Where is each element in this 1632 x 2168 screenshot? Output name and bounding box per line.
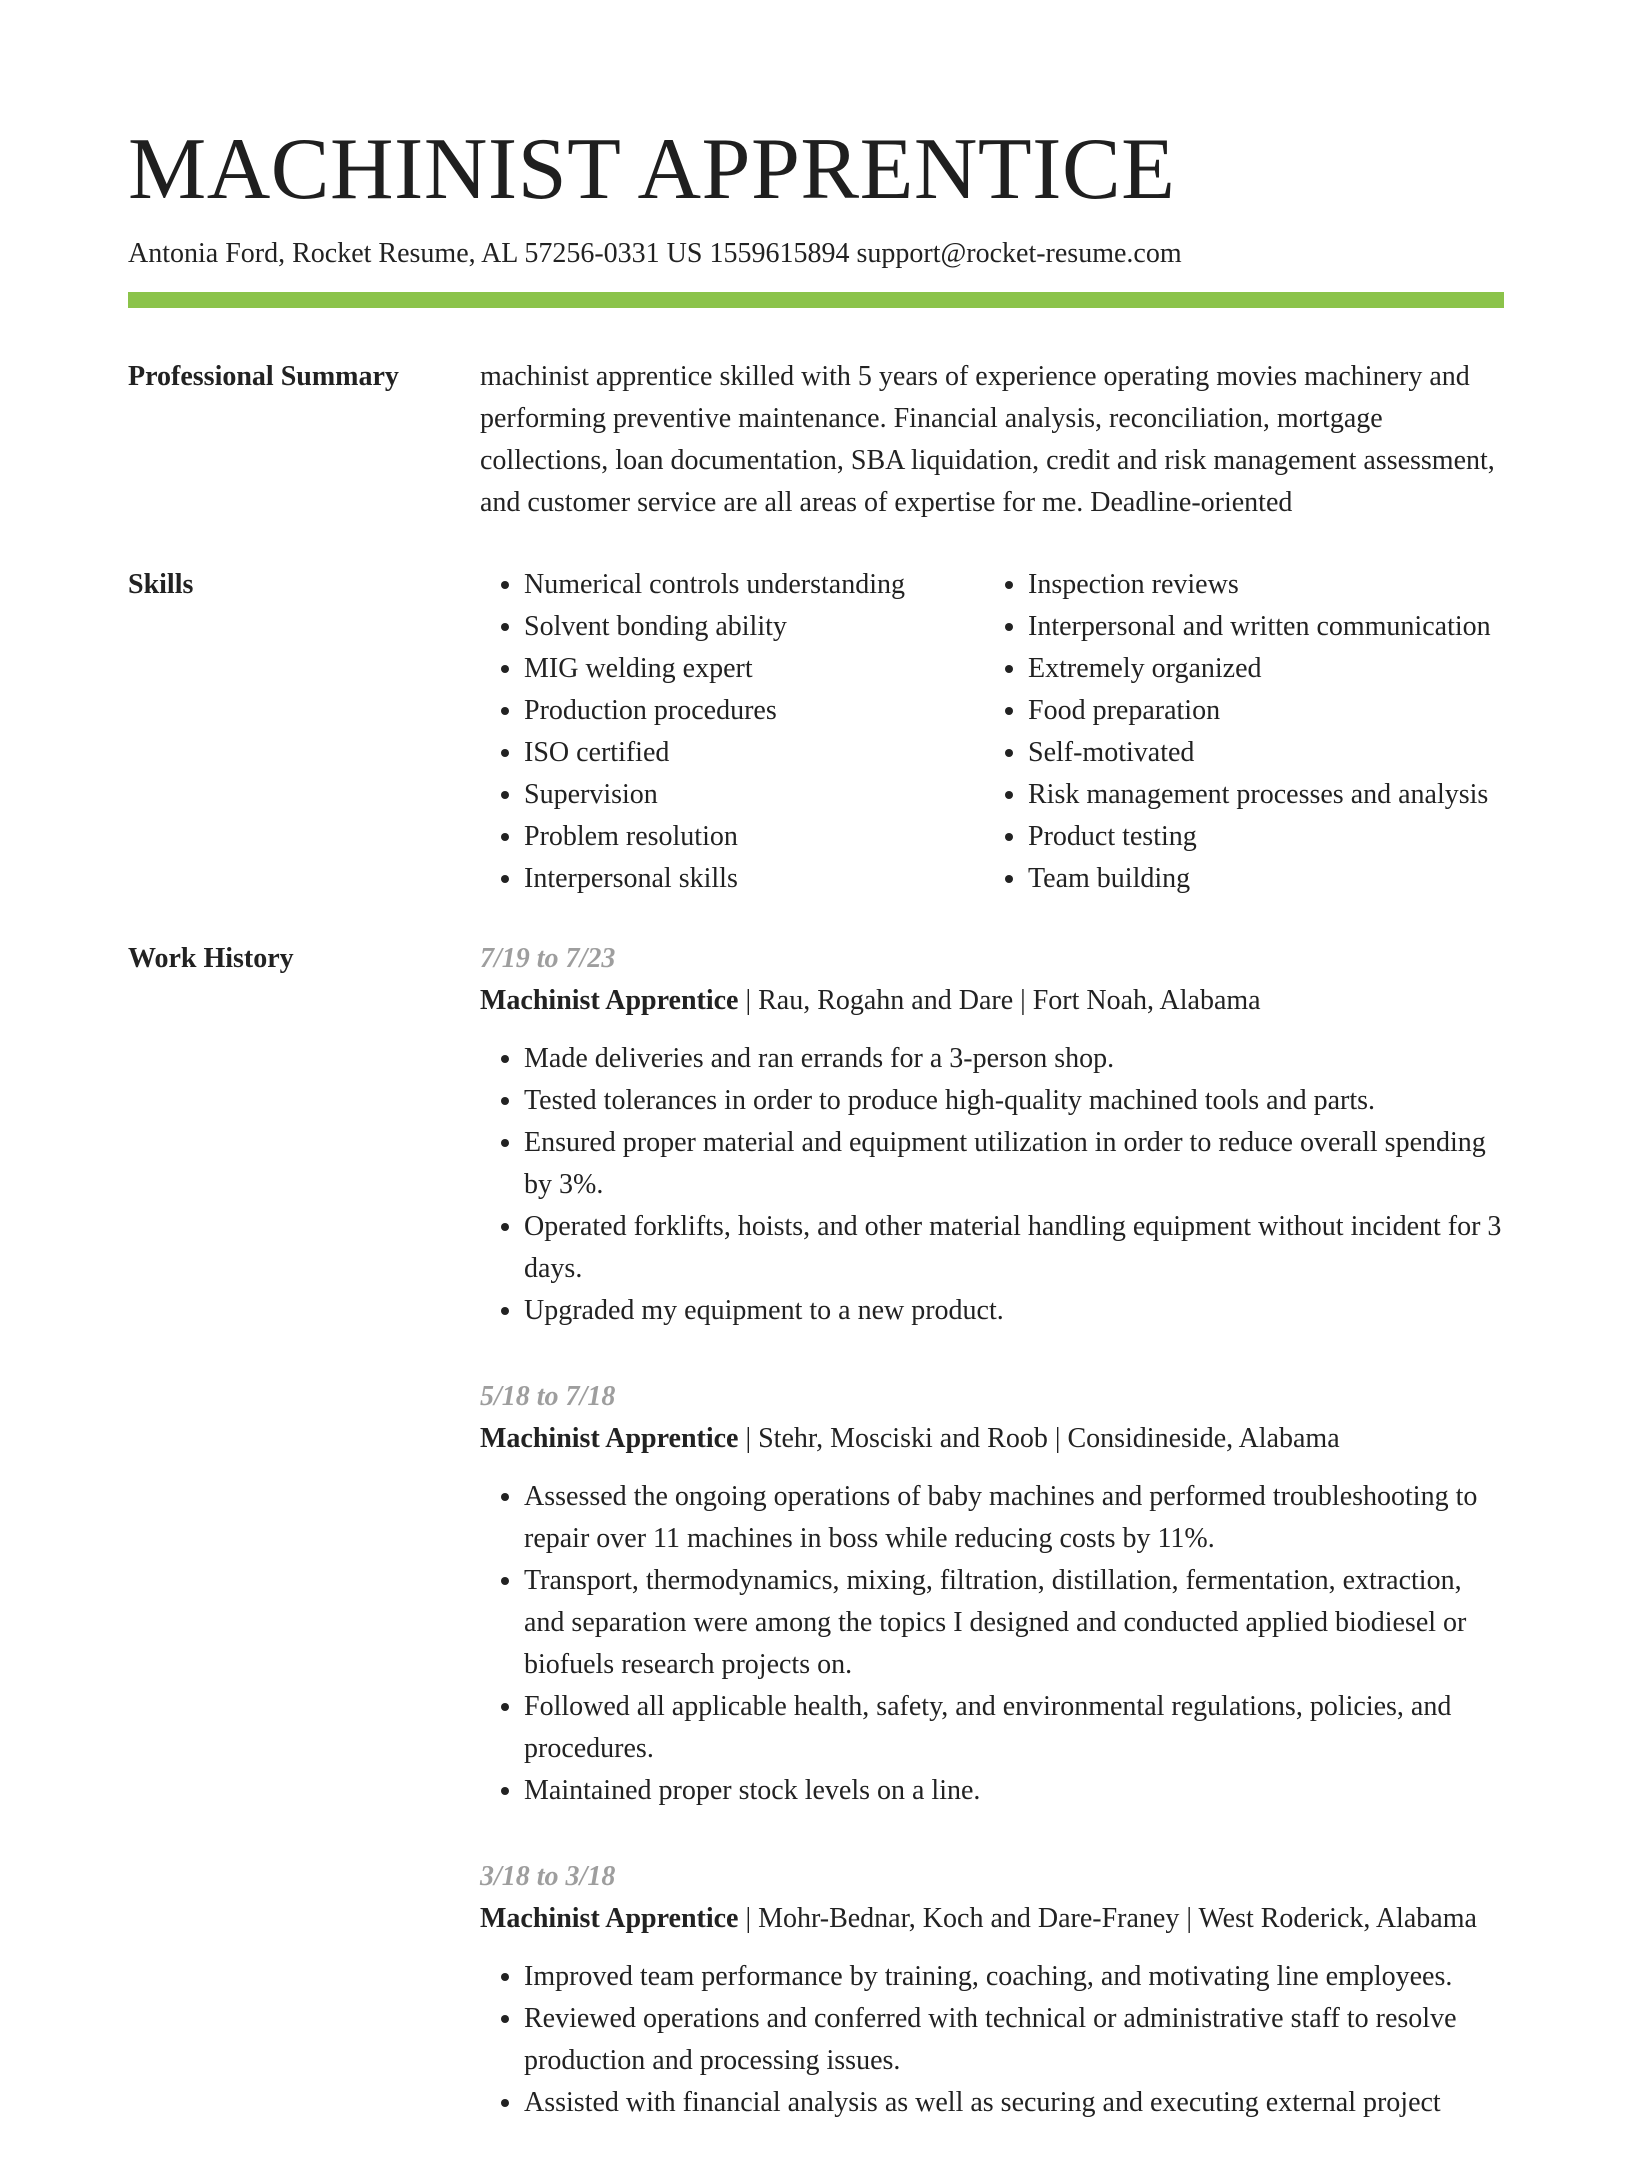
job-dates: 7/19 to 7/23 xyxy=(480,943,616,974)
skill-item: • Supervision xyxy=(524,774,984,816)
job-bullet-list xyxy=(480,1038,1504,1332)
job-bullet: • Made deliveries and ran errands for a 3-person shop. xyxy=(524,1038,1504,1080)
job-bullet: • Followed all applicable health, safety, and environmental regulations, policies, and procedures. xyxy=(524,1686,1504,1770)
job-bullet: • Operated forklifts, hoists, and other material handling equipment without incident for 3 days. xyxy=(524,1206,1504,1290)
job-bullet: • Assisted with financial analysis as well as securing and executing external project xyxy=(524,2082,1504,2124)
contact-line: Antonia Ford, Rocket Resume, AL 57256-0331 US 1559615894 support@rocket-resume.com xyxy=(128,238,1182,269)
skills-section xyxy=(128,564,1504,900)
job-employer-location: | Rau, Rogahn and Dare | Fort Noah, Alabama xyxy=(738,985,1261,1016)
job-entry xyxy=(480,1856,1504,2124)
resume-page xyxy=(128,118,1504,2168)
job-employer-location: | Stehr, Mosciski and Roob | Considineside, Alabama xyxy=(738,1423,1340,1454)
skill-item: • Interpersonal and written communication xyxy=(1028,606,1504,648)
skill-item: • Extremely organized xyxy=(1028,648,1504,690)
job-employer-location: | Mohr-Bednar, Koch and Dare-Franey | West Roderick, Alabama xyxy=(738,1903,1477,1934)
job-bullet: • Transport, thermodynamics, mixing, filtration, distillation, fermentation, extraction, and separation were among the topics I designed and conducted applied biodiesel or biofuels research projects on. xyxy=(524,1560,1504,1686)
skill-item: • Self-motivated xyxy=(1028,732,1504,774)
skill-item: • Interpersonal skills xyxy=(524,858,984,900)
skills-columns xyxy=(480,564,1504,900)
job-bullet: • Reviewed operations and conferred with technical or administrative staff to resolve production and processing issues. xyxy=(524,1998,1504,2082)
job-bullet: • Tested tolerances in order to produce high-quality machined tools and parts. xyxy=(524,1080,1504,1122)
skill-item: • Production procedures xyxy=(524,690,984,732)
job-entry xyxy=(480,938,1504,1332)
skills-list-right xyxy=(984,564,1504,900)
skill-item: • Solvent bonding ability xyxy=(524,606,984,648)
accent-divider xyxy=(128,292,1504,308)
skills-content xyxy=(480,564,1504,900)
job-entry xyxy=(480,1376,1504,1812)
skill-item: • Numerical controls understanding xyxy=(524,564,984,606)
section-label-skills: Skills xyxy=(128,569,194,600)
job-bullet: • Upgraded my equipment to a new product. xyxy=(524,1290,1504,1332)
job-bullet: • Ensured proper material and equipment utilization in order to reduce overall spending by 3%. xyxy=(524,1122,1504,1206)
job-bullet: • Maintained proper stock levels on a line. xyxy=(524,1770,1504,1812)
work-history-section xyxy=(128,938,1504,2168)
job-dates: 3/18 to 3/18 xyxy=(480,1861,616,1892)
work-history-content xyxy=(480,938,1504,2168)
skills-list-left xyxy=(480,564,984,900)
job-title: Machinist Apprentice xyxy=(480,985,739,1016)
job-dates: 5/18 to 7/18 xyxy=(480,1381,616,1412)
skill-item: • Team building xyxy=(1028,858,1504,900)
job-bullet: • Assessed the ongoing operations of baby machines and performed troubleshooting to repair over 11 machines in boss while reducing costs by 11%. xyxy=(524,1476,1504,1560)
job-bullet-list xyxy=(480,1956,1504,2124)
section-label-summary: Professional Summary xyxy=(128,361,399,392)
skill-item: • Risk management processes and analysis xyxy=(1028,774,1504,816)
skill-item: • Product testing xyxy=(1028,816,1504,858)
professional-summary-section xyxy=(128,356,1504,524)
skill-item: • ISO certified xyxy=(524,732,984,774)
summary-content xyxy=(480,356,1504,524)
skill-item: • Food preparation xyxy=(1028,690,1504,732)
job-bullet-list xyxy=(480,1476,1504,1812)
job-title-line xyxy=(480,980,1504,1022)
skill-item: • Problem resolution xyxy=(524,816,984,858)
job-bullet: • Improved team performance by training, coaching, and motivating line employees. xyxy=(524,1956,1504,1998)
job-title: Machinist Apprentice xyxy=(480,1423,739,1454)
job-title-line xyxy=(480,1898,1504,1940)
resume-title: MACHINIST APPRENTICE xyxy=(128,121,1176,218)
job-title: Machinist Apprentice xyxy=(480,1903,739,1934)
section-label-work: Work History xyxy=(128,943,294,974)
skill-item: • MIG welding expert xyxy=(524,648,984,690)
skill-item: • Inspection reviews xyxy=(1028,564,1504,606)
summary-text: machinist apprentice skilled with 5 years of experience operating movies machinery and performing preventive maintenance. Financial analysis, reconciliation, mortgage collections, loan documentation, SBA liquidation, credit and risk management assessment, and customer service are all areas of expertise for me. Deadline-oriented xyxy=(480,361,1495,518)
job-title-line xyxy=(480,1418,1504,1460)
